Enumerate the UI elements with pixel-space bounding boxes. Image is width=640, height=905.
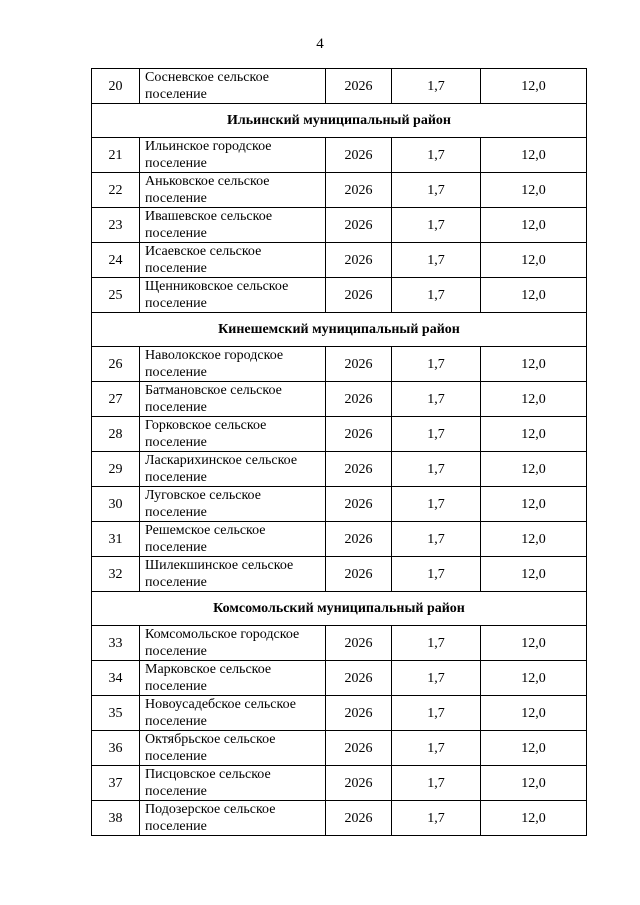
value-1-cell: 1,7 <box>392 173 481 208</box>
year-cell: 2026 <box>326 69 392 104</box>
row-number: 28 <box>92 417 140 452</box>
settlement-name: Наволокское городское поселение <box>140 347 326 382</box>
value-1-cell: 1,7 <box>392 347 481 382</box>
value-1-cell: 1,7 <box>392 522 481 557</box>
row-number: 29 <box>92 452 140 487</box>
settlement-name: Комсомольское городское поселение <box>140 626 326 661</box>
row-number: 21 <box>92 138 140 173</box>
table-row <box>92 173 587 208</box>
value-1-cell: 1,7 <box>392 696 481 731</box>
year-cell: 2026 <box>326 487 392 522</box>
settlement-name: Сосневское сельское поселение <box>140 69 326 104</box>
value-2-cell: 12,0 <box>481 243 587 278</box>
value-2-cell: 12,0 <box>481 208 587 243</box>
table-row <box>92 661 587 696</box>
value-1-cell: 1,7 <box>392 417 481 452</box>
district-header-row <box>92 313 587 347</box>
value-2-cell: 12,0 <box>481 417 587 452</box>
value-2-cell: 12,0 <box>481 173 587 208</box>
year-cell: 2026 <box>326 801 392 836</box>
value-1-cell: 1,7 <box>392 452 481 487</box>
value-2-cell: 12,0 <box>481 382 587 417</box>
district-title: Кинешемский муниципальный район <box>92 313 587 347</box>
row-number: 25 <box>92 278 140 313</box>
value-2-cell: 12,0 <box>481 801 587 836</box>
row-number: 37 <box>92 766 140 801</box>
value-2-cell: 12,0 <box>481 69 587 104</box>
value-2-cell: 12,0 <box>481 557 587 592</box>
year-cell: 2026 <box>326 208 392 243</box>
table-row <box>92 452 587 487</box>
row-number: 36 <box>92 731 140 766</box>
table-row <box>92 766 587 801</box>
year-cell: 2026 <box>326 138 392 173</box>
year-cell: 2026 <box>326 557 392 592</box>
table-row <box>92 801 587 836</box>
value-1-cell: 1,7 <box>392 766 481 801</box>
table-row <box>92 417 587 452</box>
settlement-name: Марковское сельское поселение <box>140 661 326 696</box>
settlement-name: Октябрьское сельское поселение <box>140 731 326 766</box>
settlements-table <box>91 68 587 836</box>
table-row <box>92 731 587 766</box>
row-number: 24 <box>92 243 140 278</box>
table-row <box>92 278 587 313</box>
value-2-cell: 12,0 <box>481 661 587 696</box>
value-2-cell: 12,0 <box>481 626 587 661</box>
year-cell: 2026 <box>326 417 392 452</box>
settlement-name: Луговское сельское поселение <box>140 487 326 522</box>
year-cell: 2026 <box>326 626 392 661</box>
year-cell: 2026 <box>326 661 392 696</box>
settlement-name: Исаевское сельское поселение <box>140 243 326 278</box>
table-row <box>92 243 587 278</box>
district-header-row <box>92 104 587 138</box>
year-cell: 2026 <box>326 696 392 731</box>
value-1-cell: 1,7 <box>392 661 481 696</box>
value-1-cell: 1,7 <box>392 731 481 766</box>
table-row <box>92 208 587 243</box>
value-1-cell: 1,7 <box>392 69 481 104</box>
row-number: 35 <box>92 696 140 731</box>
value-1-cell: 1,7 <box>392 382 481 417</box>
value-1-cell: 1,7 <box>392 801 481 836</box>
settlement-name: Щенниковское сельское поселение <box>140 278 326 313</box>
settlement-name: Шилекшинское сельское поселение <box>140 557 326 592</box>
table-row <box>92 522 587 557</box>
value-1-cell: 1,7 <box>392 208 481 243</box>
table-row <box>92 138 587 173</box>
settlement-name: Новоусадебское сельское поселение <box>140 696 326 731</box>
row-number: 23 <box>92 208 140 243</box>
year-cell: 2026 <box>326 452 392 487</box>
row-number: 30 <box>92 487 140 522</box>
table-body <box>92 69 587 836</box>
table-row <box>92 487 587 522</box>
row-number: 34 <box>92 661 140 696</box>
settlement-name: Ласкарихинское сельское поселение <box>140 452 326 487</box>
value-2-cell: 12,0 <box>481 138 587 173</box>
district-header-row <box>92 592 587 626</box>
settlement-name: Аньковское сельское поселение <box>140 173 326 208</box>
year-cell: 2026 <box>326 522 392 557</box>
row-number: 32 <box>92 557 140 592</box>
year-cell: 2026 <box>326 278 392 313</box>
table-row <box>92 557 587 592</box>
value-1-cell: 1,7 <box>392 626 481 661</box>
value-1-cell: 1,7 <box>392 557 481 592</box>
settlement-name: Подозерское сельское поселение <box>140 801 326 836</box>
value-1-cell: 1,7 <box>392 278 481 313</box>
value-1-cell: 1,7 <box>392 138 481 173</box>
value-1-cell: 1,7 <box>392 487 481 522</box>
district-title: Комсомольский муниципальный район <box>92 592 587 626</box>
table-row <box>92 347 587 382</box>
year-cell: 2026 <box>326 347 392 382</box>
settlement-name: Горковское сельское поселение <box>140 417 326 452</box>
table-row <box>92 626 587 661</box>
year-cell: 2026 <box>326 766 392 801</box>
row-number: 27 <box>92 382 140 417</box>
row-number: 22 <box>92 173 140 208</box>
year-cell: 2026 <box>326 173 392 208</box>
row-number: 38 <box>92 801 140 836</box>
table-row <box>92 696 587 731</box>
table-row <box>92 382 587 417</box>
year-cell: 2026 <box>326 243 392 278</box>
value-2-cell: 12,0 <box>481 766 587 801</box>
row-number: 26 <box>92 347 140 382</box>
district-title: Ильинский муниципальный район <box>92 104 587 138</box>
settlement-name: Батмановское сельское поселение <box>140 382 326 417</box>
value-2-cell: 12,0 <box>481 347 587 382</box>
value-2-cell: 12,0 <box>481 731 587 766</box>
row-number: 20 <box>92 69 140 104</box>
value-2-cell: 12,0 <box>481 696 587 731</box>
table-row <box>92 69 587 104</box>
settlement-name: Решемское сельское поселение <box>140 522 326 557</box>
settlement-name: Писцовское сельское поселение <box>140 766 326 801</box>
value-2-cell: 12,0 <box>481 452 587 487</box>
page-number: 4 <box>316 36 324 52</box>
value-2-cell: 12,0 <box>481 278 587 313</box>
row-number: 31 <box>92 522 140 557</box>
settlement-name: Ивашевское сельское поселение <box>140 208 326 243</box>
value-2-cell: 12,0 <box>481 522 587 557</box>
year-cell: 2026 <box>326 731 392 766</box>
settlement-name: Ильинское городское поселение <box>140 138 326 173</box>
year-cell: 2026 <box>326 382 392 417</box>
row-number: 33 <box>92 626 140 661</box>
value-1-cell: 1,7 <box>392 243 481 278</box>
value-2-cell: 12,0 <box>481 487 587 522</box>
